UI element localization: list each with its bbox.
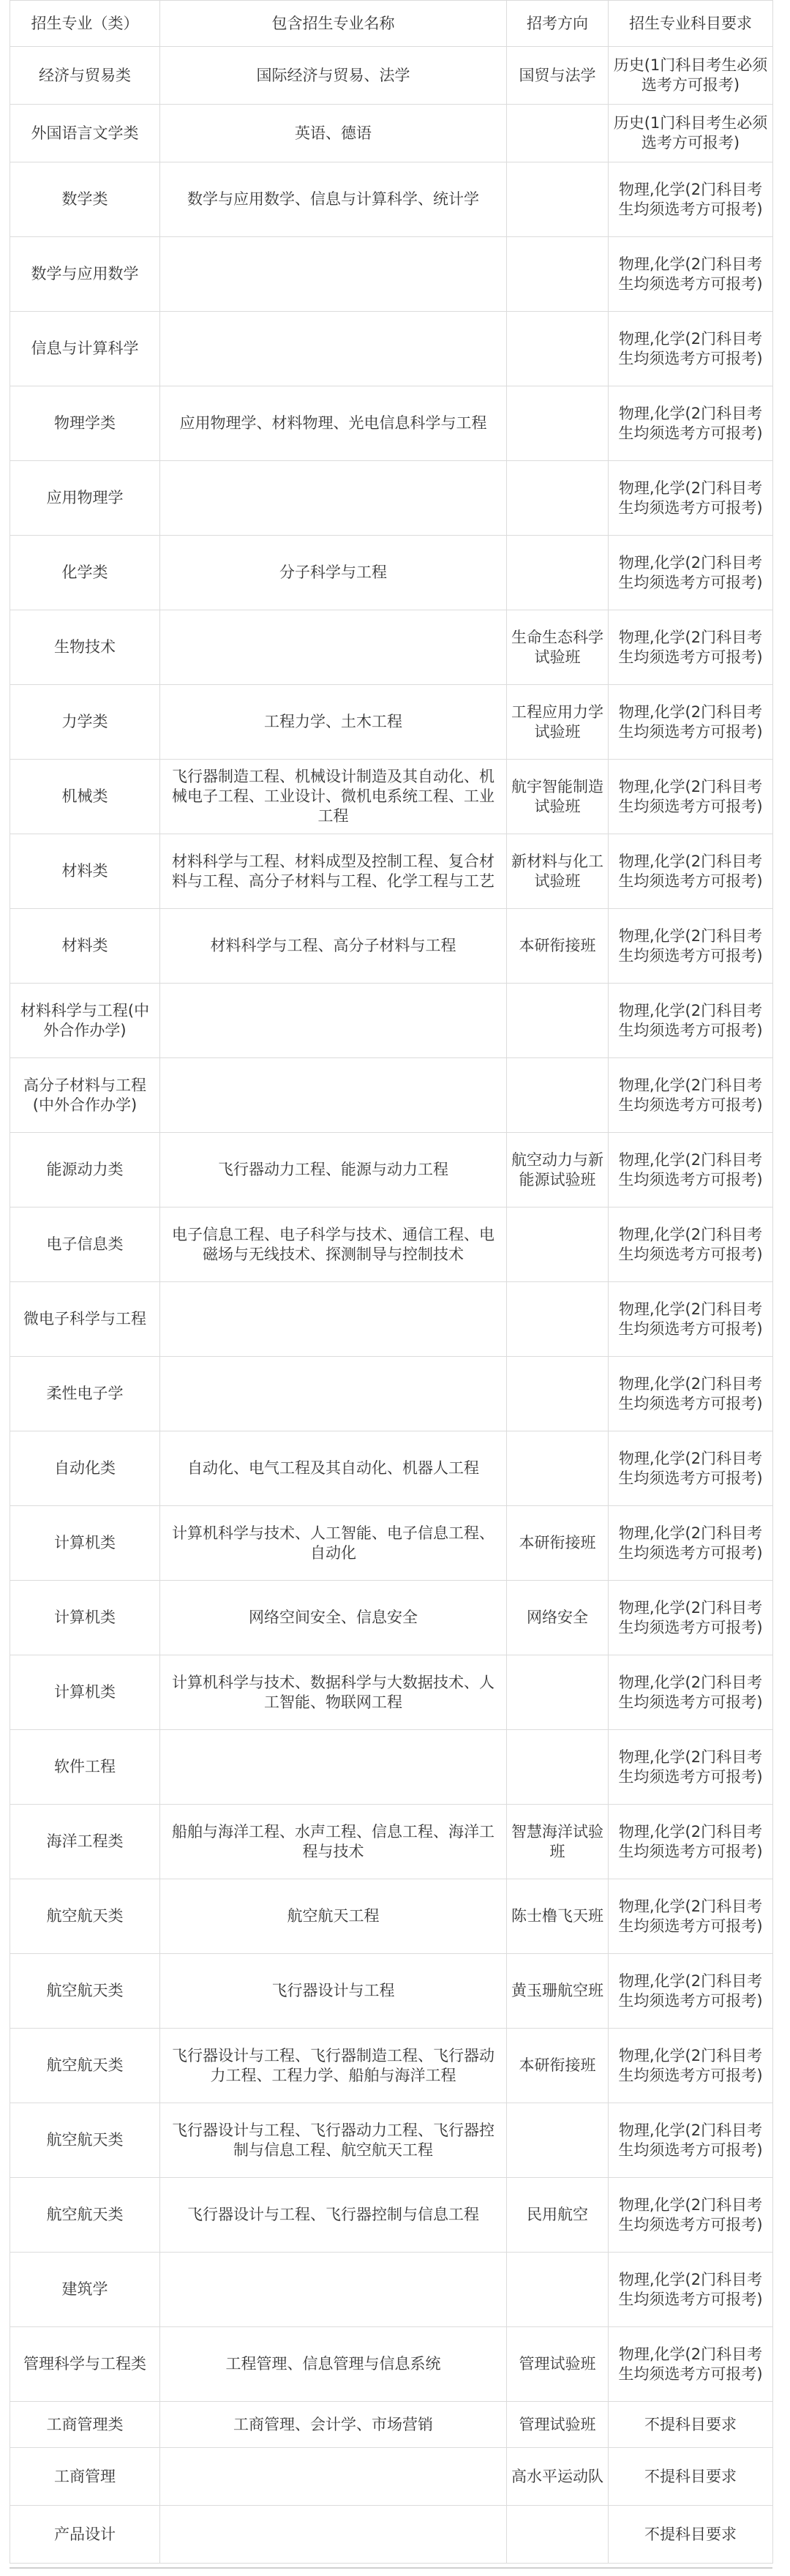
cell-direction: 民用航空 [507, 2178, 609, 2253]
cell-subject-requirement: 物理,化学(2门科目考生均须选考方可报考) [609, 312, 773, 386]
cell-subject-requirement: 物理,化学(2门科目考生均须选考方可报考) [609, 1581, 773, 1655]
table-row [10, 2327, 773, 2402]
cell-subject-requirement: 历史(1门科目考生必须选考方可报考) [609, 47, 773, 105]
cell-subject-requirement: 物理,化学(2门科目考生均须选考方可报考) [609, 461, 773, 536]
cell-included-majors: 网络空间安全、信息安全 [160, 1581, 507, 1655]
cell-included-majors: 船舶与海洋工程、水声工程、信息工程、海洋工程与技术 [160, 1805, 507, 1879]
cell-major: 微电子科学与工程 [10, 1282, 160, 1357]
cell-major: 建筑学 [10, 2253, 160, 2327]
cell-included-majors: 飞行器设计与工程 [160, 1954, 507, 2029]
table-row [10, 1954, 773, 2029]
cell-subject-requirement: 不提科目要求 [609, 2448, 773, 2506]
cell-direction: 航宇智能制造试验班 [507, 760, 609, 834]
cell-included-majors [160, 1730, 507, 1805]
cell-subject-requirement: 物理,化学(2门科目考生均须选考方可报考) [609, 2103, 773, 2178]
header-direction: 招考方向 [507, 1, 609, 47]
cell-included-majors: 飞行器制造工程、机械设计制造及其自动化、机械电子工程、工业设计、微机电系统工程、工业工程 [160, 760, 507, 834]
cell-major: 数学与应用数学 [10, 237, 160, 312]
table-row [10, 2402, 773, 2448]
cell-subject-requirement: 物理,化学(2门科目考生均须选考方可报考) [609, 1357, 773, 1431]
cell-major: 生物技术 [10, 610, 160, 685]
cell-major: 软件工程 [10, 1730, 160, 1805]
cell-major: 管理科学与工程类 [10, 2327, 160, 2402]
cell-major: 自动化类 [10, 1431, 160, 1506]
cell-included-majors: 飞行器动力工程、能源与动力工程 [160, 1133, 507, 1208]
cell-subject-requirement: 物理,化学(2门科目考生均须选考方可报考) [609, 984, 773, 1058]
cell-subject-requirement: 物理,化学(2门科目考生均须选考方可报考) [609, 2178, 773, 2253]
cell-subject-requirement: 不提科目要求 [609, 2402, 773, 2448]
cell-direction: 管理试验班 [507, 2327, 609, 2402]
cell-subject-requirement: 物理,化学(2门科目考生均须选考方可报考) [609, 909, 773, 984]
cell-included-majors: 数学与应用数学、信息与计算科学、统计学 [160, 162, 507, 237]
cell-major: 高分子材料与工程(中外合作办学) [10, 1058, 160, 1133]
cell-major: 计算机类 [10, 1506, 160, 1581]
cell-direction: 工程应用力学试验班 [507, 685, 609, 760]
cell-included-majors: 飞行器设计与工程、飞行器控制与信息工程 [160, 2178, 507, 2253]
table-row [10, 1357, 773, 1431]
cell-direction: 网络安全 [507, 1581, 609, 1655]
cell-included-majors: 工程管理、信息管理与信息系统 [160, 2327, 507, 2402]
cell-subject-requirement: 物理,化学(2门科目考生均须选考方可报考) [609, 1208, 773, 1282]
cell-direction [507, 2506, 609, 2564]
table-row [10, 1581, 773, 1655]
cell-direction [507, 312, 609, 386]
cell-direction [507, 536, 609, 610]
table-row [10, 1730, 773, 1805]
cell-major: 计算机类 [10, 1655, 160, 1730]
cell-subject-requirement: 物理,化学(2门科目考生均须选考方可报考) [609, 1730, 773, 1805]
cell-direction: 陈士橹飞天班 [507, 1879, 609, 1954]
cell-subject-requirement: 物理,化学(2门科目考生均须选考方可报考) [609, 536, 773, 610]
table-row [10, 386, 773, 461]
cell-major: 产品设计 [10, 2506, 160, 2564]
table-row [10, 312, 773, 386]
cell-included-majors [160, 2506, 507, 2564]
table-row [10, 685, 773, 760]
table-row [10, 105, 773, 162]
table-row [10, 1805, 773, 1879]
cell-direction [507, 1357, 609, 1431]
table-row [10, 2178, 773, 2253]
cell-direction [507, 105, 609, 162]
table-row [10, 162, 773, 237]
cell-major: 数学类 [10, 162, 160, 237]
cell-direction [507, 1208, 609, 1282]
cell-direction [507, 2253, 609, 2327]
cell-subject-requirement: 物理,化学(2门科目考生均须选考方可报考) [609, 1805, 773, 1879]
table-row [10, 1431, 773, 1506]
cell-direction: 本研衔接班 [507, 909, 609, 984]
cell-included-majors [160, 237, 507, 312]
cell-direction: 智慧海洋试验班 [507, 1805, 609, 1879]
cell-major: 能源动力类 [10, 1133, 160, 1208]
cell-direction: 本研衔接班 [507, 1506, 609, 1581]
cell-subject-requirement: 物理,化学(2门科目考生均须选考方可报考) [609, 1058, 773, 1133]
cell-major: 电子信息类 [10, 1208, 160, 1282]
cell-direction [507, 1431, 609, 1506]
cell-subject-requirement: 物理,化学(2门科目考生均须选考方可报考) [609, 2327, 773, 2402]
bottom-divider [10, 2567, 772, 2569]
cell-major: 材料类 [10, 834, 160, 909]
cell-major: 航空航天类 [10, 1879, 160, 1954]
table-row [10, 47, 773, 105]
cell-subject-requirement: 物理,化学(2门科目考生均须选考方可报考) [609, 1655, 773, 1730]
cell-included-majors [160, 984, 507, 1058]
cell-direction: 黄玉珊航空班 [507, 1954, 609, 2029]
cell-included-majors: 英语、德语 [160, 105, 507, 162]
cell-included-majors: 国际经济与贸易、法学 [160, 47, 507, 105]
cell-included-majors: 自动化、电气工程及其自动化、机器人工程 [160, 1431, 507, 1506]
cell-included-majors: 材料科学与工程、材料成型及控制工程、复合材料与工程、高分子材料与工程、化学工程与工艺 [160, 834, 507, 909]
cell-subject-requirement: 物理,化学(2门科目考生均须选考方可报考) [609, 610, 773, 685]
cell-included-majors: 工商管理、会计学、市场营销 [160, 2402, 507, 2448]
cell-subject-requirement: 物理,化学(2门科目考生均须选考方可报考) [609, 237, 773, 312]
table-row [10, 2506, 773, 2564]
cell-major: 航空航天类 [10, 2029, 160, 2103]
cell-direction [507, 1058, 609, 1133]
cell-major: 机械类 [10, 760, 160, 834]
cell-included-majors: 计算机科学与技术、人工智能、电子信息工程、自动化 [160, 1506, 507, 1581]
cell-major: 物理学类 [10, 386, 160, 461]
cell-direction: 本研衔接班 [507, 2029, 609, 2103]
cell-direction [507, 1730, 609, 1805]
cell-direction [507, 162, 609, 237]
cell-direction: 国贸与法学 [507, 47, 609, 105]
table-row [10, 610, 773, 685]
cell-direction [507, 386, 609, 461]
cell-major: 化学类 [10, 536, 160, 610]
table-row [10, 1058, 773, 1133]
cell-direction [507, 1282, 609, 1357]
table-row [10, 2448, 773, 2506]
cell-included-majors [160, 2448, 507, 2506]
cell-included-majors: 航空航天工程 [160, 1879, 507, 1954]
cell-included-majors [160, 1357, 507, 1431]
cell-subject-requirement: 物理,化学(2门科目考生均须选考方可报考) [609, 834, 773, 909]
table-row [10, 1133, 773, 1208]
cell-direction: 管理试验班 [507, 2402, 609, 2448]
header-included-majors: 包含招生专业名称 [160, 1, 507, 47]
table-row [10, 237, 773, 312]
cell-subject-requirement: 物理,化学(2门科目考生均须选考方可报考) [609, 1506, 773, 1581]
cell-included-majors [160, 1058, 507, 1133]
cell-subject-requirement: 物理,化学(2门科目考生均须选考方可报考) [609, 386, 773, 461]
cell-major: 计算机类 [10, 1581, 160, 1655]
cell-major: 外国语言文学类 [10, 105, 160, 162]
cell-subject-requirement: 物理,化学(2门科目考生均须选考方可报考) [609, 1879, 773, 1954]
cell-major: 信息与计算科学 [10, 312, 160, 386]
cell-major: 力学类 [10, 685, 160, 760]
table-row [10, 909, 773, 984]
cell-major: 航空航天类 [10, 2178, 160, 2253]
cell-included-majors [160, 312, 507, 386]
cell-included-majors: 工程力学、土木工程 [160, 685, 507, 760]
cell-subject-requirement: 物理,化学(2门科目考生均须选考方可报考) [609, 760, 773, 834]
cell-included-majors: 材料科学与工程、高分子材料与工程 [160, 909, 507, 984]
cell-major: 应用物理学 [10, 461, 160, 536]
cell-major: 工商管理类 [10, 2402, 160, 2448]
cell-included-majors: 分子科学与工程 [160, 536, 507, 610]
cell-direction [507, 2103, 609, 2178]
cell-included-majors [160, 2253, 507, 2327]
table-row [10, 984, 773, 1058]
table-row [10, 1879, 773, 1954]
cell-major: 工商管理 [10, 2448, 160, 2506]
cell-included-majors: 飞行器设计与工程、飞行器动力工程、飞行器控制与信息工程、航空航天工程 [160, 2103, 507, 2178]
header-subject-requirement: 招生专业科目要求 [609, 1, 773, 47]
cell-major: 柔性电子学 [10, 1357, 160, 1431]
header-major: 招生专业（类） [10, 1, 160, 47]
cell-included-majors [160, 610, 507, 685]
table-row [10, 2029, 773, 2103]
table-row [10, 834, 773, 909]
cell-subject-requirement: 物理,化学(2门科目考生均须选考方可报考) [609, 1133, 773, 1208]
table-row [10, 1655, 773, 1730]
cell-included-majors: 飞行器设计与工程、飞行器制造工程、飞行器动力工程、工程力学、船舶与海洋工程 [160, 2029, 507, 2103]
cell-direction [507, 237, 609, 312]
table-row [10, 2103, 773, 2178]
cell-major: 经济与贸易类 [10, 47, 160, 105]
table-row [10, 536, 773, 610]
admission-majors-table [10, 0, 773, 2564]
table-body [10, 47, 773, 2564]
table-row [10, 2253, 773, 2327]
cell-major: 材料类 [10, 909, 160, 984]
cell-direction: 高水平运动队 [507, 2448, 609, 2506]
cell-subject-requirement: 物理,化学(2门科目考生均须选考方可报考) [609, 2029, 773, 2103]
cell-included-majors: 应用物理学、材料物理、光电信息科学与工程 [160, 386, 507, 461]
cell-subject-requirement: 不提科目要求 [609, 2506, 773, 2564]
cell-direction: 生命生态科学试验班 [507, 610, 609, 685]
cell-direction: 航空动力与新能源试验班 [507, 1133, 609, 1208]
table-row [10, 461, 773, 536]
table-row [10, 760, 773, 834]
cell-major: 航空航天类 [10, 1954, 160, 2029]
cell-major: 材料科学与工程(中外合作办学) [10, 984, 160, 1058]
cell-major: 海洋工程类 [10, 1805, 160, 1879]
cell-major: 航空航天类 [10, 2103, 160, 2178]
table-row [10, 1506, 773, 1581]
table-header-row [10, 1, 773, 47]
table-row [10, 1208, 773, 1282]
cell-direction [507, 984, 609, 1058]
table-row [10, 1282, 773, 1357]
cell-subject-requirement: 物理,化学(2门科目考生均须选考方可报考) [609, 2253, 773, 2327]
cell-subject-requirement: 物理,化学(2门科目考生均须选考方可报考) [609, 1954, 773, 2029]
cell-included-majors [160, 461, 507, 536]
cell-subject-requirement: 物理,化学(2门科目考生均须选考方可报考) [609, 685, 773, 760]
cell-subject-requirement: 物理,化学(2门科目考生均须选考方可报考) [609, 1282, 773, 1357]
cell-subject-requirement: 物理,化学(2门科目考生均须选考方可报考) [609, 162, 773, 237]
cell-subject-requirement: 物理,化学(2门科目考生均须选考方可报考) [609, 1431, 773, 1506]
cell-subject-requirement: 历史(1门科目考生必须选考方可报考) [609, 105, 773, 162]
cell-direction [507, 1655, 609, 1730]
cell-included-majors [160, 1282, 507, 1357]
cell-direction [507, 461, 609, 536]
cell-included-majors: 电子信息工程、电子科学与技术、通信工程、电磁场与无线技术、探测制导与控制技术 [160, 1208, 507, 1282]
cell-included-majors: 计算机科学与技术、数据科学与大数据技术、人工智能、物联网工程 [160, 1655, 507, 1730]
cell-direction: 新材料与化工试验班 [507, 834, 609, 909]
